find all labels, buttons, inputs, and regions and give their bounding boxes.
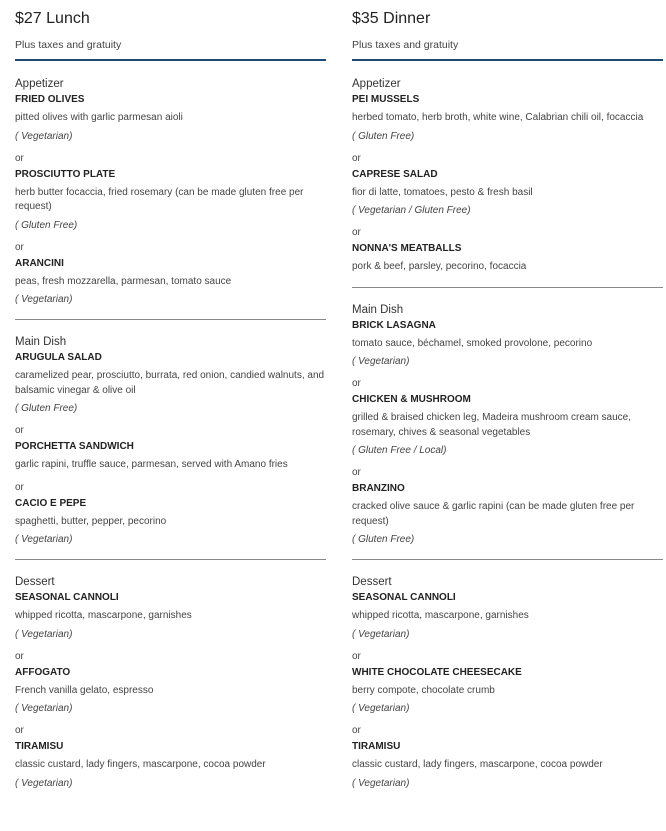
menu-item: [352, 482, 663, 547]
menu-item: [15, 740, 326, 791]
or-separator: or: [352, 378, 361, 389]
item-description: fior di latte, tomatoes, pesto & fresh basil: [352, 186, 533, 198]
item-name: PROSCIUTTO PLATE: [15, 168, 116, 180]
item-description: pork & beef, parsley, pecorino, focaccia: [352, 261, 527, 272]
menu-item: [352, 93, 663, 144]
dietary-note: ( Vegetarian / Gluten Free): [352, 205, 471, 216]
item-name: SEASONAL CANNOLI: [15, 592, 119, 603]
item-description: whipped ricotta, mascarpone, garnishes: [352, 610, 529, 621]
item-name: CHICKEN & MUSHROOM: [352, 394, 471, 405]
item-description: classic custard, lady fingers, mascarpone, cocoa powder: [15, 759, 266, 770]
item-description: grilled & braised chicken leg, Madeira mushroom cream sauce, rosemary, chives & seasonal vegetables: [352, 412, 632, 438]
section-heading: Main Dish: [15, 336, 67, 348]
item-description: spaghetti, butter, pepper, pecorino: [15, 515, 167, 527]
menu-item: [352, 319, 663, 370]
menu-title: $35 Dinner: [352, 10, 431, 27]
menu-item: [15, 351, 326, 416]
dietary-note: ( Gluten Free): [15, 403, 78, 414]
dietary-note: ( Vegetarian): [15, 130, 73, 142]
menu-section: [352, 61, 663, 275]
menu-section: [15, 559, 326, 791]
menu-subtitle: Plus taxes and gratuity: [352, 39, 459, 51]
dietary-note: ( Vegetarian): [352, 356, 410, 367]
item-name: FRIED OLIVES: [15, 94, 85, 105]
item-name: TIRAMISU: [352, 741, 401, 752]
menu-item: [15, 666, 326, 717]
item-name: CAPRESE SALAD: [352, 168, 438, 180]
item-description: garlic rapini, truffle sauce, parmesan, served with Amano fries: [15, 459, 288, 470]
menu-item: [15, 93, 326, 144]
item-description: herbed tomato, herb broth, white wine, Calabrian chili oil, focaccia: [352, 112, 644, 123]
item-name: TIRAMISU: [15, 741, 64, 752]
or-separator: or: [15, 650, 24, 662]
menu-title: $27 Lunch: [15, 10, 90, 27]
item-name: AFFOGATO: [15, 666, 71, 678]
section-heading: Dessert: [15, 576, 55, 588]
menu-section: [352, 287, 663, 548]
dinner-menu-column: [352, 0, 663, 791]
menu-item: [15, 591, 326, 642]
menu-item: [352, 740, 663, 791]
item-name: ARUGULA SALAD: [15, 352, 102, 363]
menu-item: [352, 666, 663, 717]
item-description: herb butter focaccia, fried rosemary (can be made gluten free per request): [15, 186, 304, 212]
item-name: NONNA'S MEATBALLS: [352, 243, 462, 254]
or-separator: or: [352, 467, 361, 478]
dietary-note: ( Gluten Free): [352, 534, 415, 545]
or-separator: or: [352, 152, 361, 164]
item-description: caramelized pear, prosciutto, burrata, red onion, candied walnuts, and balsamic vinegar & olive oil: [15, 370, 325, 396]
dietary-note: ( Vegetarian): [15, 703, 73, 714]
item-name: ARANCINI: [15, 257, 64, 269]
dietary-note: ( Vegetarian): [352, 703, 410, 714]
menu-section: [15, 319, 326, 547]
item-name: BRANZINO: [352, 483, 405, 494]
item-name: PEI MUSSELS: [352, 94, 420, 105]
menu-item: [15, 168, 326, 233]
or-separator: or: [352, 650, 361, 662]
menu-item: [15, 497, 326, 548]
section-heading: Appetizer: [15, 78, 64, 90]
lunch-menu-column: [15, 0, 326, 791]
dietary-note: ( Vegetarian): [15, 628, 73, 640]
dietary-note: ( Vegetarian): [352, 777, 410, 789]
or-separator: or: [352, 725, 361, 736]
item-description: cracked olive sauce & garlic rapini (can be made gluten free per request): [352, 501, 635, 527]
menu-section: [352, 559, 663, 791]
or-separator: or: [15, 241, 24, 253]
item-description: pitted olives with garlic parmesan aioli: [15, 112, 183, 123]
item-description: French vanilla gelato, espresso: [15, 684, 154, 696]
dietary-note: ( Gluten Free): [15, 219, 78, 231]
item-description: whipped ricotta, mascarpone, garnishes: [15, 610, 192, 621]
menu-item: [352, 591, 663, 642]
item-name: SEASONAL CANNOLI: [352, 592, 456, 603]
dietary-note: ( Vegetarian): [15, 777, 73, 789]
or-separator: or: [15, 425, 24, 436]
item-name: PORCHETTA SANDWICH: [15, 441, 134, 452]
dietary-note: ( Gluten Free / Local): [352, 445, 447, 456]
or-separator: or: [15, 725, 24, 736]
item-name: WHITE CHOCOLATE CHEESECAKE: [352, 666, 522, 678]
or-separator: or: [352, 227, 361, 238]
dietary-note: ( Vegetarian): [15, 534, 73, 545]
menu-item: [352, 242, 663, 275]
section-heading: Appetizer: [352, 78, 401, 90]
menu-item: [15, 257, 326, 308]
menu-section: [15, 61, 326, 307]
dietary-note: ( Gluten Free): [352, 130, 415, 142]
menu-subtitle: Plus taxes and gratuity: [15, 39, 122, 51]
item-description: berry compote, chocolate crumb: [352, 684, 495, 696]
dietary-note: ( Vegetarian): [15, 294, 73, 305]
item-description: classic custard, lady fingers, mascarpone, cocoa powder: [352, 759, 603, 770]
or-separator: or: [15, 152, 24, 164]
dietary-note: ( Vegetarian): [352, 628, 410, 640]
menu-item: [15, 440, 326, 473]
item-name: BRICK LASAGNA: [352, 319, 436, 331]
menu-item: [352, 393, 663, 458]
item-name: CACIO E PEPE: [15, 497, 87, 509]
item-description: tomato sauce, béchamel, smoked provolone, pecorino: [352, 337, 593, 349]
or-separator: or: [15, 481, 24, 493]
section-heading: Main Dish: [352, 303, 404, 316]
section-heading: Dessert: [352, 576, 392, 588]
item-description: peas, fresh mozzarella, parmesan, tomato sauce: [15, 275, 232, 287]
menu-item: [352, 168, 663, 219]
